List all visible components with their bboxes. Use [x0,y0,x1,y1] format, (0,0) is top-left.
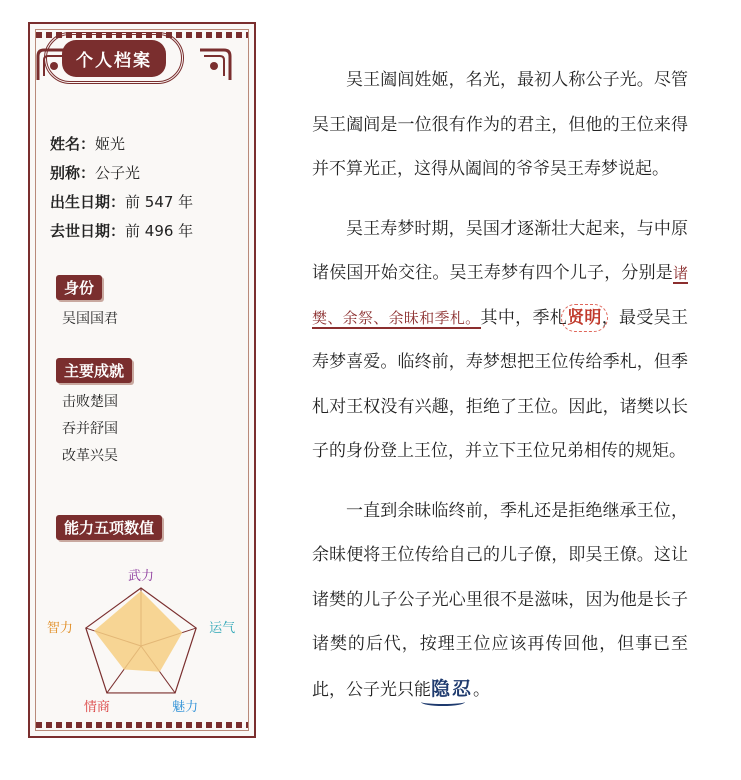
bio-value: 姬光 [95,135,126,153]
article-text: 吴王寿梦时期，吴国才逐渐壮大起来，与中原诸侯国开始交往。吴王寿梦有四个儿子，分别是 [312,218,688,283]
article-text: 一直到余昧临终前，季札还是拒绝继承王位，余昧便将王位传给自己的儿子僚，即吴王僚。这让诸樊的儿子公子光心里很不是滋味，因为他是长子诸樊的后代，按理王位应该再传回他，但事已至此，公子光只能 [312,500,688,700]
article-paragraph-1: 吴王阖闾姓姬，名光，最初人称公子光。尽管吴王阖闾是一位很有作为的君主，但他的王位来得并不算光正，这得从阖闾的爷爷吴王寿梦说起。 [312,70,688,179]
bio-value: 前 547 年 [125,193,194,211]
article-text: 其中，季札 [480,307,568,328]
article-text: ，最受吴王寿梦喜爱。临终前，寿梦想把王位传给季札，但季札对王权没有兴趣，拒绝了王位。因此，诸樊以长子的身份登上王位，并立下王位兄弟相传的规矩。 [312,307,689,461]
highlight-four-sons: 诸樊、余祭、余昧和季札。 [312,264,688,327]
bio-key: 出生日期： [50,193,126,211]
bio-row-alias [50,159,193,188]
bio-row-name [50,130,193,159]
bio-row-death [50,217,193,246]
bio-row-birth [50,188,193,217]
identity-list [62,306,118,333]
achievement-item: 吞并舒国 [62,421,118,437]
profile-title-banner [44,32,184,84]
radar-value-area [94,591,182,672]
bio-key: 姓名： [50,135,96,153]
achievements-heading: 主要成就 [56,358,132,383]
bio-key: 去世日期： [50,222,126,240]
article-body [312,58,688,727]
achievements-list [62,389,118,470]
bio-value: 公子光 [95,164,141,182]
article-paragraph-3 [312,489,688,713]
corner-ornament-right-icon [196,46,234,84]
radar-axis-label: 情商 [83,699,110,715]
identity-item: 吴国国君 [62,311,118,327]
radar-axis-label: 运气 [209,621,236,637]
radar-axis-label: 武力 [127,569,155,584]
article-paragraph-2 [312,207,688,474]
ability-radar-chart [36,548,246,728]
achievement-item: 改革兴吴 [62,448,118,464]
ability-heading: 能力五项数值 [56,515,162,540]
highlight-endure: 隐忍 [431,677,474,700]
bio-key: 别称： [50,164,96,182]
article-text: 。 [473,679,491,700]
radar-axis-label: 智力 [46,621,73,637]
achievement-item: 击败楚国 [62,394,118,410]
profile-title: 个人档案 [62,40,166,77]
bio-fields [50,130,193,246]
identity-heading: 身份 [56,275,102,300]
highlight-wise: 贤明 [567,307,602,328]
radar-axis-label: 魅力 [172,699,199,715]
bio-value: 前 496 年 [125,222,194,240]
